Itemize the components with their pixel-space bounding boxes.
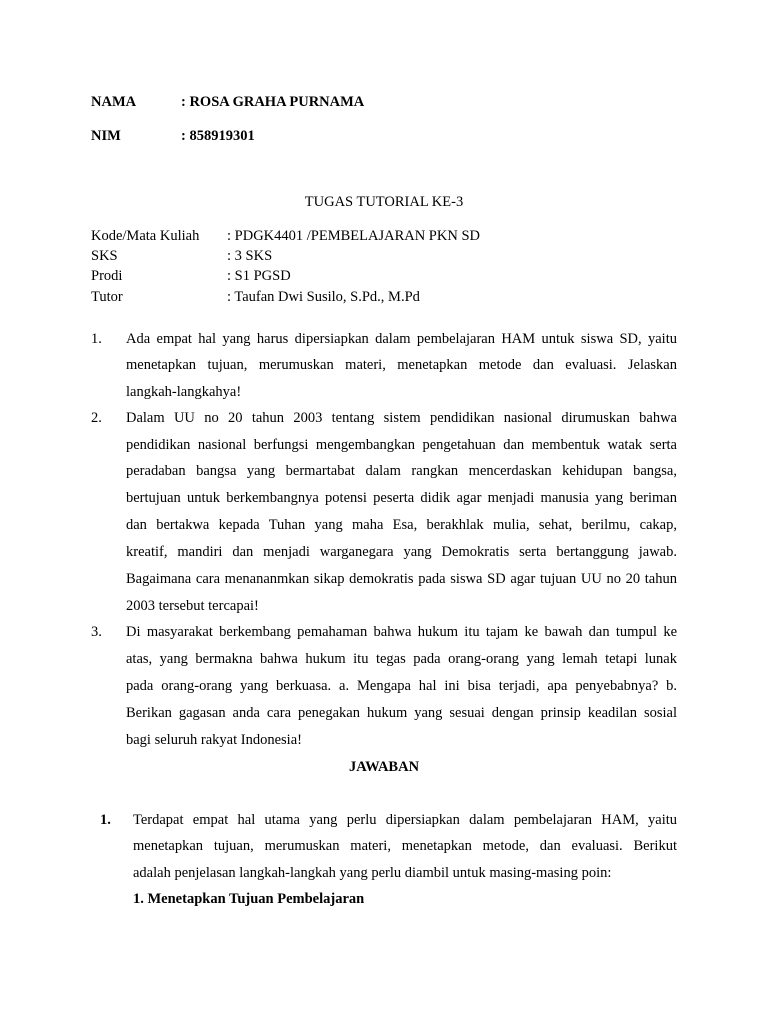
question-line: Bagaimana cara menananmkan sikap demokratis pada siswa SD agar tujuan UU no 20 tahun: [126, 571, 677, 587]
question-line: Berikan gagasan anda cara penegakan hukum yang sesuai dengan prinsip keadilan sosial: [126, 705, 677, 721]
name-label: NAMA: [91, 94, 137, 110]
question-line: pada orang-orang yang berkuasa. a. Mengapa hal ini bisa terjadi, apa penyebabnya? b.: [126, 678, 677, 694]
question-line: peradaban bangsa yang bermartabat dalam rangkan mencerdaskan kehidupan bangsa,: [126, 463, 677, 479]
question-line: dan bertakwa kepada Tuhan yang maha Esa, berakhlak mulia, sehat, berilmu, cakap,: [126, 517, 677, 533]
question-line: Di masyarakat berkembang pemahaman bahwa hukum itu tajam ke bawah dan tumpul ke: [126, 624, 677, 640]
info-label: Tutor: [91, 289, 123, 305]
question-line: 2003 tersebut tercapai!: [126, 598, 259, 614]
nim-value: : 858919301: [181, 128, 255, 144]
question-number: 1.: [91, 331, 102, 347]
question-line: bertujuan untuk berkembangnya potensi peserta didik agar menjadi manusia yang beriman: [126, 490, 677, 506]
info-label: Prodi: [91, 268, 123, 284]
answer-line: adalah penjelasan langkah-langkah yang perlu diambil untuk masing-masing poin:: [133, 865, 612, 881]
answer-subheading: 1. Menetapkan Tujuan Pembelajaran: [133, 891, 365, 907]
document-title: TUGAS TUTORIAL KE-3: [304, 194, 464, 210]
question-number: 2.: [91, 410, 102, 426]
info-value: : 3 SKS: [227, 248, 273, 264]
answer-line: menetapkan tujuan, merumuskan materi, menetapkan metode, dan evaluasi. Berikut: [133, 838, 677, 854]
info-value: : PDGK4401 /PEMBELAJARAN PKN SD: [227, 228, 480, 244]
question-line: menetapkan tujuan, merumuskan materi, menetapkan metode dan evaluasi. Jelaskan: [126, 357, 677, 373]
question-line: kreatif, mandiri dan menjadi warganegara yang Demokratis serta bertanggung jawab.: [126, 544, 677, 560]
question-line: pendidikan nasional berfungsi mengembangkan pengetahuan dan membentuk watak serta: [126, 437, 677, 453]
info-label: SKS: [91, 248, 118, 264]
question-number: 3.: [91, 624, 102, 640]
question-line: langkah-langkahya!: [126, 384, 242, 400]
name-value: : ROSA GRAHA PURNAMA: [181, 94, 365, 110]
question-line: Dalam UU no 20 tahun 2003 tentang sistem pendidikan nasional dirumuskan bahwa: [126, 410, 677, 426]
info-value: : Taufan Dwi Susilo, S.Pd., M.Pd: [227, 289, 420, 305]
answer-heading: JAWABAN: [348, 759, 420, 775]
nim-label: NIM: [91, 128, 121, 144]
answer-number: 1.: [100, 812, 111, 828]
question-line: Ada empat hal yang harus dipersiapkan dalam pembelajaran HAM untuk siswa SD, yaitu: [126, 331, 677, 347]
answer-line: Terdapat empat hal utama yang perlu dipersiapkan dalam pembelajaran HAM, yaitu: [133, 812, 677, 828]
question-line: atas, yang bermakna bahwa hukum itu tegas pada orang-orang yang lemah tetapi lunak: [126, 651, 677, 667]
question-line: bagi seluruh rakyat Indonesia!: [126, 732, 302, 748]
info-value: : S1 PGSD: [227, 268, 291, 284]
info-label: Kode/Mata Kuliah: [91, 228, 200, 244]
